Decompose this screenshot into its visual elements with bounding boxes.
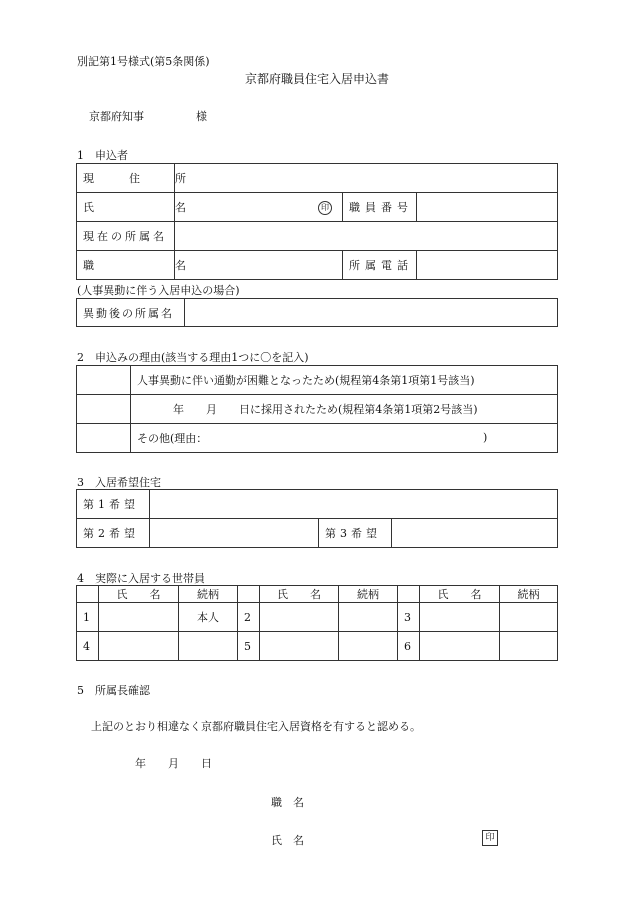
- reason3-prefix: その他(理由：: [137, 432, 208, 445]
- page-title: 京都府職員住宅入居申込書: [245, 72, 390, 86]
- seal-icon: 印: [318, 201, 332, 215]
- member-name-field[interactable]: [99, 603, 179, 632]
- member-num: 1: [77, 603, 99, 632]
- header-name: 氏 名: [420, 586, 500, 603]
- new-dept-label: 異動後の所属名: [77, 299, 185, 327]
- form-number: 別記第1号様式(第5条関係): [77, 55, 210, 68]
- dept-phone-label: 所属電話: [343, 251, 417, 280]
- job-label: 職 名: [77, 251, 175, 280]
- supervisor-name-label: 氏 名: [271, 834, 304, 847]
- section3-heading: 3 入居希望住宅: [77, 476, 161, 489]
- member-num: 2: [238, 603, 260, 632]
- header-relation: 続柄: [179, 586, 238, 603]
- reason3-suffix: ): [483, 431, 488, 444]
- header-num: [398, 586, 420, 603]
- member-num: 4: [77, 632, 99, 661]
- supervisor-job-label: 職 名: [271, 796, 304, 809]
- choice3-field[interactable]: [392, 519, 558, 548]
- choice3-label: 第3希望: [319, 519, 392, 548]
- dept-phone-field[interactable]: [417, 251, 558, 280]
- address-label: 現 住 所: [77, 164, 175, 193]
- member-name-field[interactable]: [99, 632, 179, 661]
- employee-no-label: 職員番号: [343, 193, 417, 222]
- header-num: [77, 586, 99, 603]
- member-relation-field[interactable]: [500, 632, 558, 661]
- current-dept-label: 現在の所属名: [77, 222, 175, 251]
- member-name-field[interactable]: [260, 603, 339, 632]
- housing-table: [76, 489, 558, 548]
- choice1-label: 第1希望: [77, 490, 150, 519]
- section2-heading: 2 申込みの理由(該当する理由1つに〇を記入): [77, 351, 309, 364]
- confirmation-date: 年 月 日: [135, 757, 212, 770]
- reason3-text: [131, 424, 558, 453]
- reason1-mark[interactable]: [77, 366, 131, 395]
- header-relation: 続柄: [500, 586, 558, 603]
- section5-heading: 5 所属長確認: [77, 684, 150, 697]
- header-num: [238, 586, 260, 603]
- name-field[interactable]: [175, 193, 343, 222]
- household-table: [76, 585, 558, 661]
- member-name-field[interactable]: [260, 632, 339, 661]
- supervisor-seal-icon: 印: [482, 830, 498, 846]
- choice2-label: 第2希望: [77, 519, 150, 548]
- honorific: 様: [196, 110, 207, 123]
- header-relation: 続柄: [339, 586, 398, 603]
- member-num: 6: [398, 632, 420, 661]
- reason2-text: 年 月 日に採用されたため(規程第4条第1項第2号該当): [131, 395, 558, 424]
- member-relation-field[interactable]: [179, 632, 238, 661]
- address-field[interactable]: [175, 164, 558, 193]
- header-name: 氏 名: [260, 586, 339, 603]
- transfer-note: (人事異動に伴う入居申込の場合): [77, 284, 240, 297]
- name-label: 氏 名: [77, 193, 175, 222]
- member-num: 5: [238, 632, 260, 661]
- new-dept-field[interactable]: [185, 299, 558, 327]
- choice1-field[interactable]: [150, 490, 558, 519]
- member-relation-self: 本人: [179, 603, 238, 632]
- section4-heading: 4 実際に入居する世帯員: [77, 572, 205, 585]
- member-name-field[interactable]: [420, 603, 500, 632]
- member-name-field[interactable]: [420, 632, 500, 661]
- reason1-text: 人事異動に伴い通勤が困難となったため(規程第4条第1項第1号該当): [131, 366, 558, 395]
- employee-no-field[interactable]: [417, 193, 558, 222]
- choice2-field[interactable]: [150, 519, 319, 548]
- reason-table: [76, 365, 558, 453]
- job-field[interactable]: [175, 251, 343, 280]
- header-name: 氏 名: [99, 586, 179, 603]
- confirmation-statement: 上記のとおり相違なく京都府職員住宅入居資格を有すると認める。: [91, 720, 421, 733]
- current-dept-field[interactable]: [175, 222, 558, 251]
- member-num: 3: [398, 603, 420, 632]
- applicant-table: [76, 163, 558, 280]
- member-relation-field[interactable]: [339, 603, 398, 632]
- member-relation-field[interactable]: [339, 632, 398, 661]
- reason2-mark[interactable]: [77, 395, 131, 424]
- addressee: 京都府知事: [89, 110, 144, 123]
- transfer-table: [76, 298, 558, 327]
- member-relation-field[interactable]: [500, 603, 558, 632]
- section1-heading: 1 申込者: [77, 149, 128, 162]
- reason3-mark[interactable]: [77, 424, 131, 453]
